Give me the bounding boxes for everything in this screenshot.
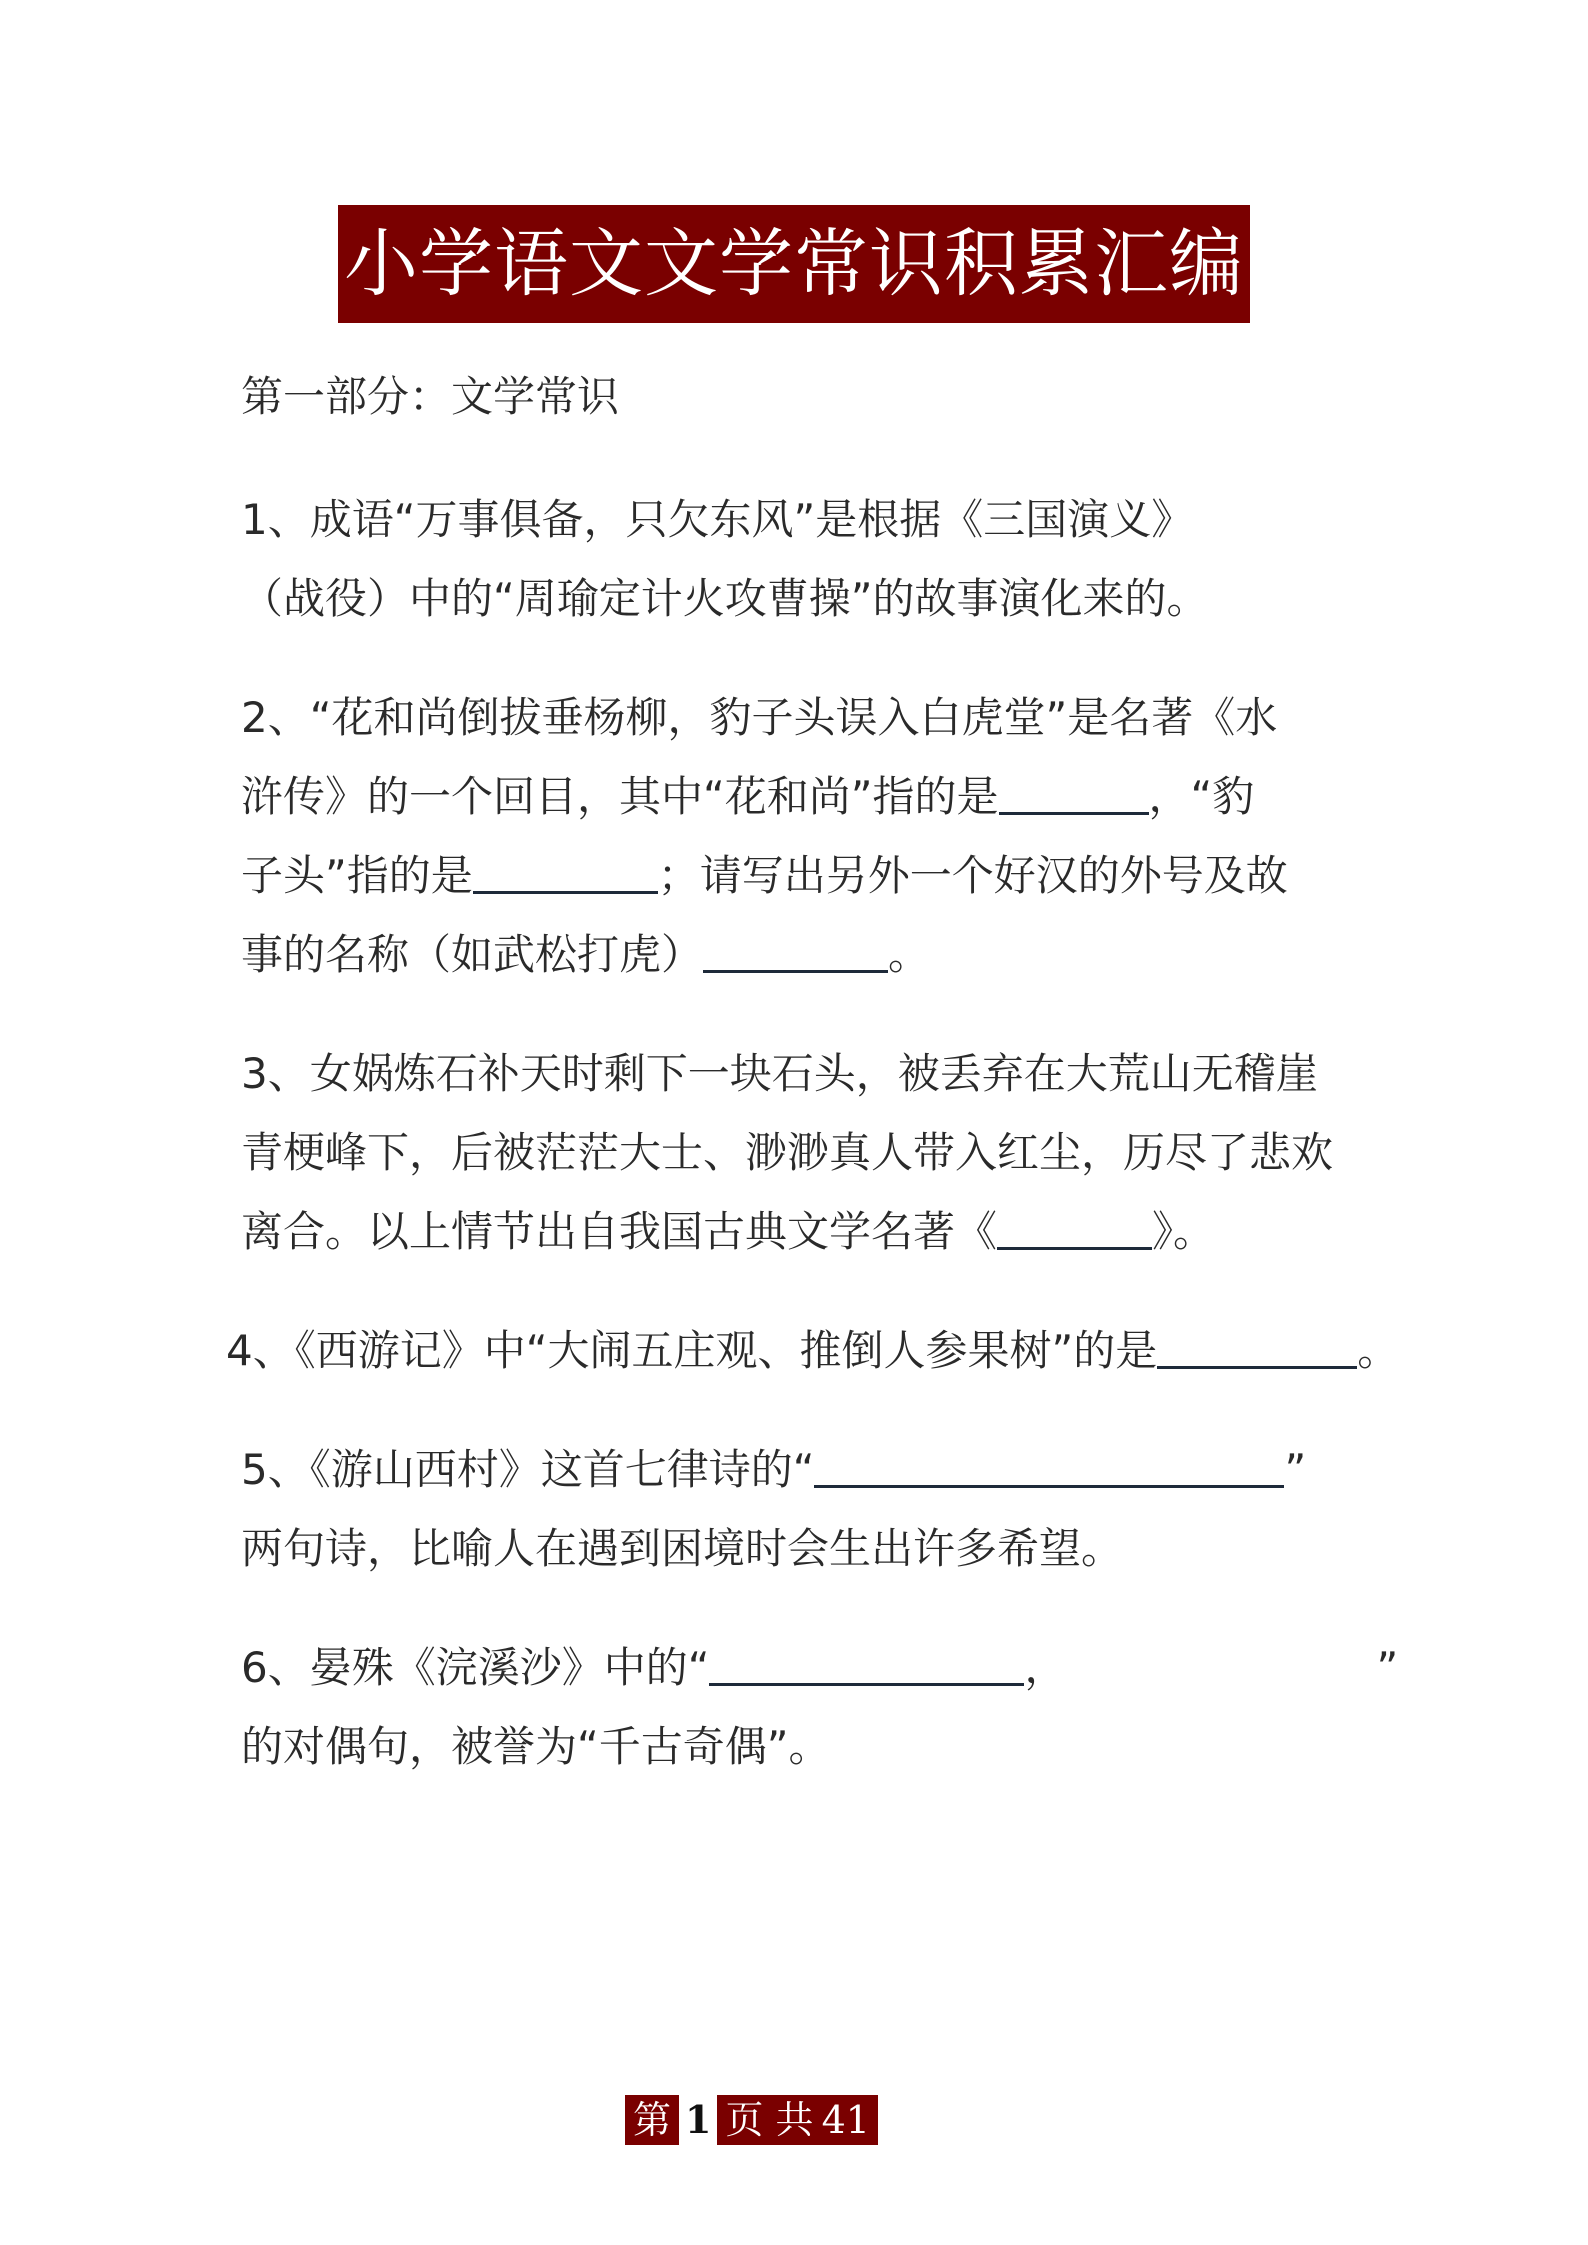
question-6-text: ” [1376, 1643, 1399, 1692]
question-3-line-3 [241, 1192, 1361, 1271]
answer-blank-wuzhuangguan[interactable] [1157, 1320, 1357, 1369]
question-1-line-1: 1、成语“万事俱备，只欠东风”是根据《三国演义》 [241, 495, 1194, 544]
question-2-text: 浒传》的一个回目，其中“花和尚”指的是 [241, 772, 999, 821]
question-2-text: ，“豹 [1148, 772, 1255, 821]
question-2-text: 。 [888, 930, 931, 979]
question-1 [241, 480, 1361, 638]
question-4-line-1 [226, 1311, 1400, 1390]
question-2-line-1: 2、“花和尚倒拔垂杨柳，豹子头误入白虎堂”是名著《水 [241, 693, 1278, 742]
question-5-line-1 [241, 1430, 1361, 1509]
question-2-line-4 [241, 915, 1361, 994]
question-1-line-2: （战役）中的“周瑜定计火攻曹操”的故事演化来的。 [241, 574, 1209, 623]
question-list [226, 480, 1400, 1826]
question-5-line-2: 两句诗，比喻人在遇到困境时会生出许多希望。 [241, 1524, 1124, 1573]
question-3-text: 离合。以上情节出自我国古典文学名著《 [241, 1207, 998, 1256]
question-2-line-2 [241, 757, 1361, 836]
question-4-text: 4、《西游记》中“大闹五庄观、推倒人参果树”的是 [226, 1326, 1158, 1375]
question-2-text: 事的名称（如武松打虎） [241, 930, 704, 979]
question-2-text: 子头”指的是 [241, 851, 473, 900]
answer-blank-huaheshang[interactable] [999, 766, 1149, 815]
question-6-text: ， [1024, 1643, 1067, 1692]
question-5 [241, 1430, 1361, 1588]
footer-prefix: 第 [625, 2095, 679, 2145]
title-wrapper [0, 205, 1588, 323]
footer-total-pages: 41 [822, 2095, 878, 2145]
question-3 [241, 1034, 1361, 1271]
question-6-line-2: 的对偶句，被誉为“千古奇偶”。 [241, 1722, 831, 1771]
question-5-text: 5、《游山西村》这首七律诗的“ [241, 1445, 815, 1494]
question-2-line-3 [241, 836, 1361, 915]
answer-blank-hero-story[interactable] [703, 924, 888, 973]
question-3-line-1: 3、女娲炼石补天时剩下一块石头，被丢弃在大荒山无稽崖 [241, 1049, 1318, 1098]
question-4-text: 。 [1357, 1326, 1400, 1375]
question-3-text: 》。 [1152, 1207, 1216, 1256]
question-4 [226, 1311, 1400, 1390]
question-6 [241, 1628, 1399, 1786]
question-2 [241, 678, 1361, 994]
answer-blank-couplet[interactable] [709, 1637, 1024, 1686]
question-6-text: 6、晏殊《浣溪沙》中的“ [241, 1643, 710, 1692]
footer-page-number: 1 [679, 2095, 717, 2145]
question-6-line-1 [241, 1628, 1399, 1707]
document-title: 小学语文文学常识积累汇编 [338, 205, 1250, 323]
question-3-line-2: 青梗峰下，后被茫茫大士、渺渺真人带入红尘，历尽了悲欢 [241, 1128, 1334, 1177]
answer-blank-classic-novel[interactable] [997, 1201, 1152, 1250]
section-heading: 第一部分：文学常识 [241, 372, 620, 421]
footer-middle: 页 共 [717, 2095, 821, 2145]
question-2-text: ；请写出另外一个好汉的外号及故 [657, 851, 1288, 900]
page-footer [625, 2095, 878, 2145]
answer-blank-poem-lines[interactable] [814, 1439, 1284, 1488]
answer-blank-baozitou[interactable] [473, 845, 658, 894]
question-5-text: ” [1284, 1445, 1307, 1494]
